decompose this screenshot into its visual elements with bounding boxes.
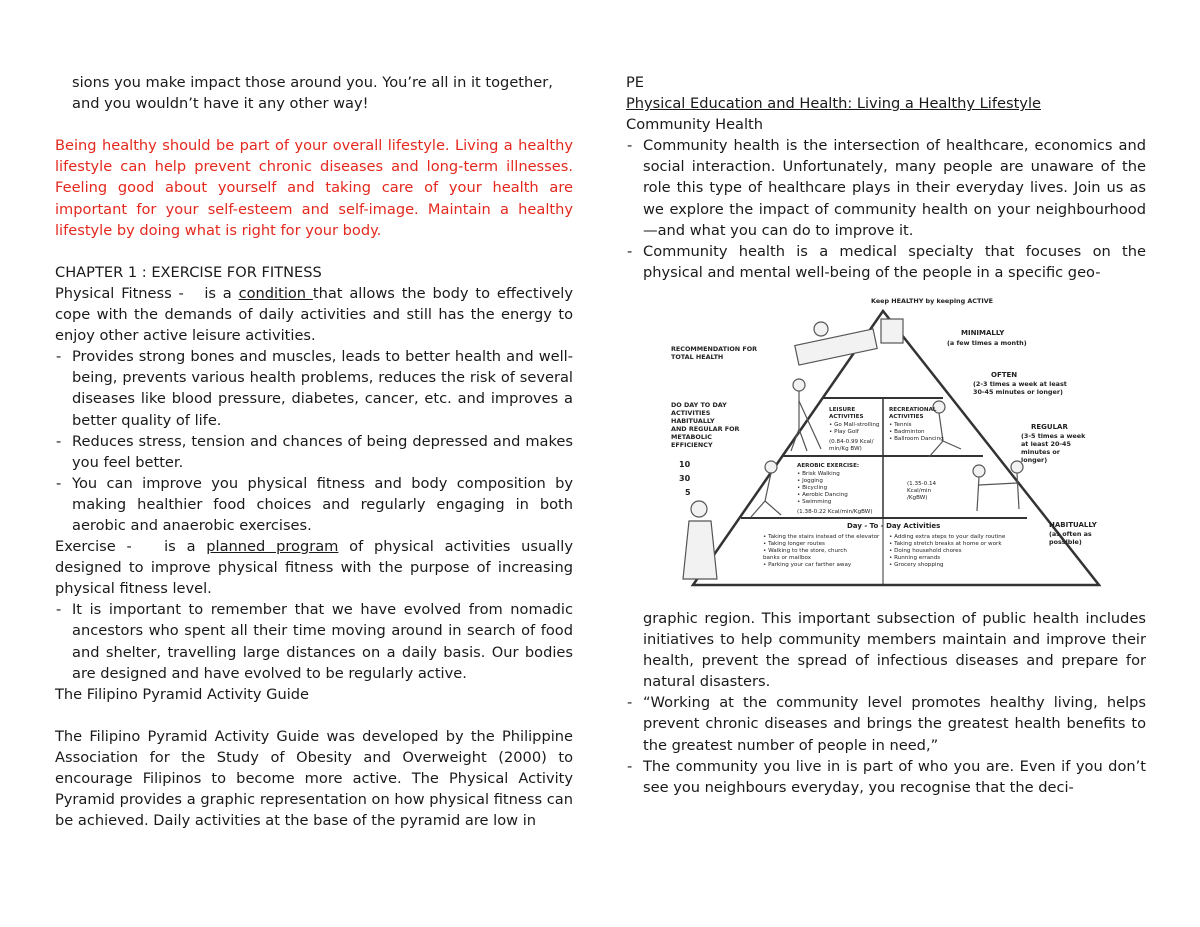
list-item: - Provides strong bones and muscles, leads to better health and well-being, prevents various health problems, reduces the risk of several diseases like blood pressure, diabetes, cancer, etc. and improves a better quality of life. [55, 346, 573, 430]
day-to-day-line: AND REGULAR FOR [671, 424, 740, 433]
person-head [793, 379, 805, 391]
person-leg [751, 501, 765, 517]
list-item: - Reduces stress, tension and chances of being depressed and makes you feel better. [55, 431, 573, 473]
recreational-text: ACTIVITIES [889, 413, 924, 420]
fitness-bullet-list [55, 346, 573, 536]
recreational-text: RECREATIONAL [889, 406, 937, 413]
left-column [55, 72, 573, 831]
definition-pre: is a [204, 284, 232, 302]
leisure-text: (0.84-0.99 Kcal/ [829, 438, 874, 445]
chapter-title: CHAPTER 1 : EXERCISE FOR FITNESS [55, 263, 322, 281]
definition-pre: is a [164, 538, 196, 556]
day-to-day-line: EFFICIENCY [671, 440, 713, 449]
pyramid-heading: The Filipino Pyramid Activity Guide [55, 685, 310, 703]
recreational-text: • Badminton [889, 428, 925, 435]
aerobic-text: (1.38-0.22 Kcal/min/KgBW) [797, 508, 873, 515]
list-item: - The community you live in is part of who you are. Even if you don’t see you neighbours everyday, you recognise that the deci- [626, 756, 1146, 798]
healthy-lifestyle-paragraph: Being healthy should be part of your overall lifestyle. Living a healthy lifestyle can help prevent chronic diseases and long-term illnesses. Feeling good about yourself and taking care of your health are important for your self-esteem and self-image. Maintain a healthy lifestyle by doing what is right for your body. [55, 137, 573, 239]
frequency-label: (a few times a month) [947, 338, 1027, 347]
topic-heading: Community Health [626, 116, 764, 134]
person-leg [765, 501, 781, 515]
day-to-day-line: METABOLIC [671, 432, 712, 441]
joined-hands [979, 483, 1017, 485]
leisure-text: min/Kg BW) [829, 445, 862, 452]
recreational-text: (1.35-0.14 [907, 480, 937, 487]
person-leg [943, 441, 961, 449]
intro-line-2: and you wouldn’t have it any other way! [72, 95, 369, 113]
frequency-label: HABITUALLY [1049, 520, 1097, 529]
frequency-label: (3-5 times a week [1021, 431, 1086, 440]
list-item: - Community health is a medical specialty that focuses on the physical and mental well-being of the people in a specific geo- [626, 241, 1146, 283]
definition-keyword: condition [238, 284, 313, 302]
recreational-text: Kcal/min [907, 487, 932, 494]
base-left-text: • Taking longer routes [763, 540, 825, 547]
frequency-label: (2-3 times a week at least [973, 379, 1067, 388]
activity-pyramid-illustration [671, 289, 1101, 599]
base-left-text: • Parking your car farther away [763, 561, 852, 568]
recreational-text: • Tennis [889, 421, 912, 428]
definition-body: of physical activities usually designed to improve physical fitness with the purpose of increasing physical fitness level. [55, 538, 573, 598]
frequency-label: minutes or [1021, 447, 1060, 456]
frequency-label: possible) [1049, 537, 1082, 546]
leisure-text: LEISURE [829, 406, 856, 413]
person-body [977, 477, 979, 511]
definition-term: Physical Fitness - [55, 284, 184, 302]
course-title: Physical Education and Health: Living a Healthy Lifestyle [626, 95, 1041, 113]
minutes-value: 5 [685, 487, 691, 497]
aerobic-text: • Bicycling [797, 484, 828, 491]
list-item: - It is important to remember that we have evolved from nomadic ancestors who spent all their time moving around in search of food and shelter, travelling large distances on a daily basis. Our bodies are designed and have evolved to be regularly active. [55, 599, 573, 683]
aerobic-text: AEROBIC EXERCISE: [797, 462, 860, 469]
tv-figure [881, 319, 903, 343]
minutes-value: 10 [679, 459, 691, 469]
base-right-text: • Running errands [889, 554, 941, 561]
frequency-label: OFTEN [991, 370, 1018, 379]
base-left-text: • Taking the stairs instead of the elevator [763, 533, 880, 540]
recommendation-line: RECOMMENDATION FOR [671, 344, 758, 353]
pyramid-banner: Keep HEALTHY by keeping ACTIVE [871, 296, 994, 305]
definition-body: that allows the body to effectively cope with the demands of daily activities and still has the energy to enjoy other active leisure activities. [55, 284, 573, 345]
leisure-text: ACTIVITIES [829, 413, 864, 420]
golf-club [799, 401, 821, 449]
base-right-text: • Grocery shopping [889, 561, 944, 568]
day-to-day-line: ACTIVITIES [671, 408, 711, 417]
list-item: - You can improve you physical fitness and body composition by making healthier food choices and regularly engaging in both aerobic and anaerobic exercises. [55, 473, 573, 536]
frequency-label: longer) [1021, 455, 1048, 464]
aerobic-text: • Aerobic Dancing [797, 491, 848, 498]
aerobic-text: • Brisk Walking [797, 470, 840, 477]
community-bullet-list [626, 135, 1146, 283]
base-title: Day - To - Day Activities [847, 521, 941, 530]
frequency-label: (as often as [1049, 529, 1092, 538]
activity-pyramid-figure [671, 289, 1101, 599]
person-head [691, 501, 707, 517]
base-left-text: banks or mailbox [763, 554, 812, 561]
list-item: - “Working at the community level promotes healthy living, helps prevent chronic diseases and brings the greatest health benefits to the greatest number of people in need,” [626, 692, 1146, 755]
day-to-day-line: DO DAY TO DAY [671, 400, 727, 409]
aerobic-text: • Jogging [797, 477, 823, 484]
couch-figure [795, 329, 877, 365]
person-leg [799, 429, 807, 451]
recreational-text: /KgBW) [907, 494, 928, 501]
person-body [1017, 473, 1019, 509]
frequency-label: MINIMALLY [961, 328, 1005, 337]
pyramid-paragraph: The Filipino Pyramid Activity Guide was developed by the Philippine Association for the Study of Obesity and Overweight (2000) to encourage Filipinos to become more active. The Physical Activity Pyramid provides a graphic representation on how physical fitness can be achieved. Daily activities at the base of the pyramid are low in [55, 727, 573, 830]
base-left-text: • Walking to the store, church [763, 547, 847, 554]
right-column [626, 72, 1146, 798]
exercise-bullet-list [55, 599, 573, 683]
leisure-text: • Play Golf [829, 428, 859, 435]
person-head [814, 322, 828, 336]
intro-line-1: sions you make impact those around you. You’re all in it together, [72, 74, 553, 91]
person-head [973, 465, 985, 477]
person-head [765, 461, 777, 473]
exercise-definition [55, 536, 573, 599]
aerobic-text: • Swimming [797, 498, 832, 505]
subject-label: PE [626, 74, 645, 91]
base-right-text: • Taking stretch breaks at home or work [889, 540, 1002, 547]
base-right-text: • Doing household chores [889, 547, 962, 554]
frequency-label: REGULAR [1031, 422, 1068, 431]
definition-keyword: planned program [206, 538, 339, 556]
recommendation-line: TOTAL HEALTH [671, 352, 724, 361]
continuation-paragraph: graphic region. This important subsection of public health includes initiatives to help community members maintain and improve their health, prevent the spread of infectious diseases and prepare for natural disasters. [643, 609, 1146, 691]
frequency-label: 30-45 minutes or longer) [973, 387, 1063, 396]
physical-fitness-definition [55, 283, 573, 346]
leisure-text: • Go Mall-strolling [829, 421, 880, 428]
person-body [683, 521, 717, 579]
recreational-text: • Ballroom Dancing [889, 435, 944, 442]
base-right-text: • Adding extra steps to your daily routine [889, 533, 1006, 540]
minutes-value: 30 [679, 473, 691, 483]
definition-term: Exercise - [55, 538, 132, 556]
list-item: - Community health is the intersection of healthcare, economics and social interaction. Unfortunately, many people are unaware of the role this type of healthcare plays in their everyday lives. Join us as we explore the impact of community health on your neighbourhood—and what you can do to improve it. [626, 135, 1146, 240]
frequency-label: at least 20-45 [1021, 439, 1071, 448]
community-bullet-list-2 [626, 692, 1146, 797]
person-leg [929, 441, 943, 457]
day-to-day-line: HABITUALLY [671, 416, 715, 425]
